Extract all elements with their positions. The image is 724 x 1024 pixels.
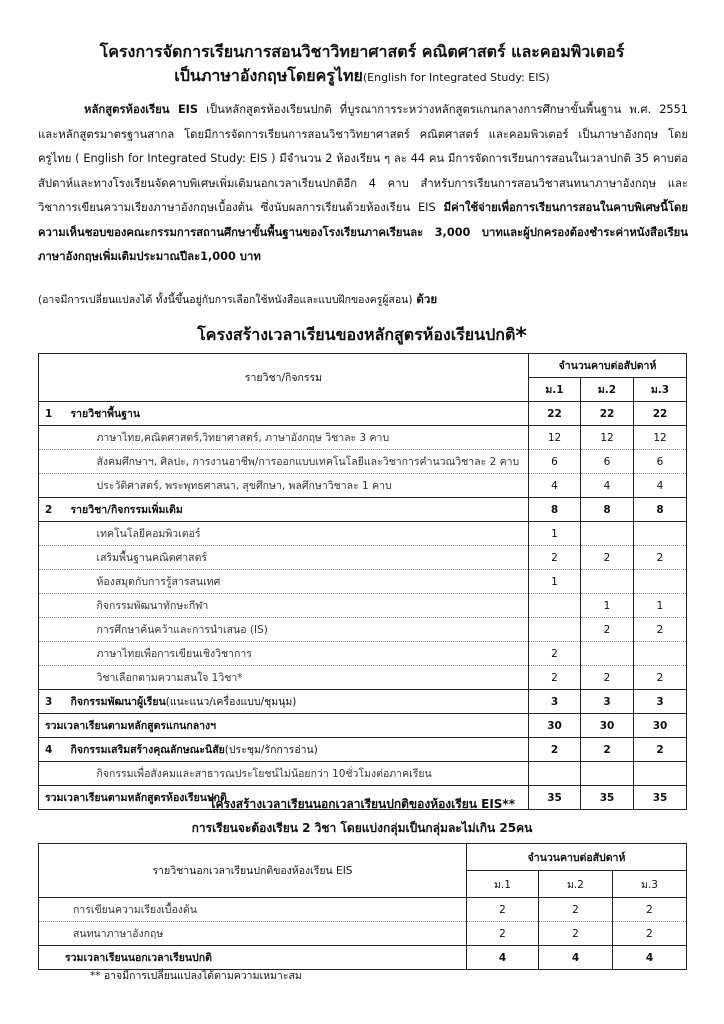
period-cell: 2 (539, 922, 613, 946)
table-row (39, 666, 687, 690)
document-title-line1: โครงการจัดการเรียนการสอนวิชาวิทยาศาสตร์ คณิตศาสตร์ และคอมพิวเตอร์ (99, 42, 625, 61)
row-label (65, 570, 529, 594)
row-label-text: รวมเวลาเรียนตามหลักสูตรห้องเรียนปกติ (45, 792, 227, 804)
row-label-text: กิจกรรมพัฒนาผู้เรียน (70, 696, 166, 708)
table-row (39, 594, 687, 618)
row-index (39, 474, 65, 498)
table1-title (0, 322, 724, 350)
row-index (39, 594, 65, 618)
row-index (39, 546, 65, 570)
period-cell: 2 (529, 546, 581, 570)
row-label-text: รวมเวลาเรียนตามหลักสูตรแกนกลางฯ (45, 720, 217, 732)
period-cell: 35 (634, 786, 687, 810)
period-cell: 3 (634, 690, 687, 714)
period-cell: 2 (634, 738, 687, 762)
period-cell: 6 (634, 450, 687, 474)
period-cell: 8 (529, 498, 581, 522)
intro-paragraph (38, 98, 688, 270)
table-row (39, 450, 687, 474)
table-row (39, 402, 687, 426)
row-label-text: สังคมศึกษาฯ, ศิลปะ, การงานอาชีพ/การออกแบบเทคโนโลยีและวิชาการคำนวณวิชาละ 2 คาบ (96, 456, 520, 468)
row-index (39, 618, 65, 642)
period-cell: 4 (467, 946, 539, 970)
row-label: สนทนาภาษาอังกฤษ (39, 922, 467, 946)
regular-curriculum-table (38, 353, 687, 810)
table2-title: โครงสร้างเวลาเรียนนอกเวลาเรียนปกติของห้องเรียน EIS** (209, 797, 515, 811)
period-cell: 1 (529, 570, 581, 594)
period-cell: 2 (581, 666, 634, 690)
row-label-text: รายวิชาพื้นฐาน (70, 408, 141, 420)
row-index (39, 450, 65, 474)
period-cell: 30 (581, 714, 634, 738)
row-label (65, 762, 529, 786)
table1-grade-header: ม.3 (634, 378, 687, 402)
row-label-note: (แนะแนว/เครื่องแบบ/ชุมนุม) (165, 696, 297, 708)
period-cell: 2 (634, 618, 687, 642)
row-label (65, 426, 529, 450)
row-label-text: กิจกรรมเพื่อสังคมและสาธารณประโยชน์ไม่น้อยกว่า 10ชั่วโมงต่อภาคเรียน (96, 768, 432, 780)
period-cell: 1 (581, 594, 634, 618)
period-cell: 1 (529, 522, 581, 546)
table-row (39, 642, 687, 666)
period-cell: 2 (529, 642, 581, 666)
period-cell: 35 (581, 786, 634, 810)
intro-note-text: (อาจมีการเปลี่ยนแปลงได้ ทั้งนี้ขึ้นอยู่กับการเลือกใช้หนังสือและแบบฝึกของครูผู้สอน) (38, 294, 413, 306)
row-label (65, 738, 529, 762)
row-index (39, 426, 65, 450)
intro-lead: หลักสูตรห้องเรียน EIS (84, 103, 199, 116)
period-cell: 12 (581, 426, 634, 450)
period-cell (581, 522, 634, 546)
period-cell: 2 (613, 922, 687, 946)
period-cell: 2 (529, 666, 581, 690)
period-cell: 8 (581, 498, 634, 522)
document-title-line2 (0, 64, 724, 90)
row-label-text: ภาษาไทย,คณิตศาสตร์,วิทยาศาสตร์, ภาษาอังกฤษ วิชาละ 3 คาบ (96, 432, 390, 444)
period-cell: 1 (634, 594, 687, 618)
row-label (65, 546, 529, 570)
row-label-text: ห้องสมุดกับการรู้สารสนเทศ (96, 576, 221, 588)
row-index: 4 (39, 738, 65, 762)
title-line2-sub: (English for Integrated Study: EIS) (362, 71, 550, 84)
row-label-text: เสริมพื้นฐานคณิตศาสตร์ (96, 552, 208, 564)
row-label (65, 642, 529, 666)
table-row (39, 474, 687, 498)
table-row (39, 618, 687, 642)
table2-grade-header: ม.1 (467, 871, 539, 898)
table2-subtitle: การเรียนจะต้องเรียน 2 วิชา โดยแบ่งกลุ่มเป็นกลุ่มละไม่เกิน 25คน (191, 821, 533, 835)
extra-curriculum-table (38, 843, 687, 970)
row-label (65, 450, 529, 474)
title-line2-main: เป็นภาษาอังกฤษโดยครูไทย (174, 66, 363, 85)
period-cell: 2 (529, 738, 581, 762)
period-cell: 4 (581, 474, 634, 498)
row-index: 1 (39, 402, 65, 426)
table1-subject-header: รายวิชา/กิจกรรม (39, 354, 529, 402)
row-label (65, 498, 529, 522)
row-label-text: กิจกรรมพัฒนาทักษะกีฬา (96, 600, 209, 612)
table-row (39, 498, 687, 522)
intro-note-bold: ด้วย (412, 292, 438, 306)
period-cell (529, 762, 581, 786)
row-label-text: รายวิชา/กิจกรรมเพิ่มเติม (70, 504, 183, 516)
period-cell: 30 (634, 714, 687, 738)
period-cell: 2 (634, 666, 687, 690)
table-row (39, 922, 687, 946)
period-cell (634, 762, 687, 786)
table1-periods-header: จำนวนคาบต่อสัปดาห์ (529, 354, 687, 378)
period-cell: 22 (529, 402, 581, 426)
table2-periods-header: จำนวนคาบต่อสัปดาห์ (467, 844, 687, 871)
period-cell: 4 (539, 946, 613, 970)
period-cell: 22 (634, 402, 687, 426)
table-row (39, 714, 687, 738)
period-cell (529, 594, 581, 618)
row-index (39, 762, 65, 786)
table-row (39, 738, 687, 762)
table1-title-text: โครงสร้างเวลาเรียนของหลักสูตรห้องเรียนปกติ (197, 325, 516, 344)
table1-title-mark: * (515, 324, 527, 349)
table-row (39, 426, 687, 450)
row-index: 3 (39, 690, 65, 714)
table-row (39, 898, 687, 922)
period-cell (634, 642, 687, 666)
row-label (65, 594, 529, 618)
table2-grade-header: ม.3 (613, 871, 687, 898)
row-index (39, 642, 65, 666)
row-label (65, 666, 529, 690)
period-cell (581, 642, 634, 666)
table1-grade-header: ม.1 (529, 378, 581, 402)
row-label-text: ภาษาไทยเพื่อการเขียนเชิงวิชาการ (96, 648, 252, 660)
period-cell: 4 (634, 474, 687, 498)
row-label-note: (ประชุม/รักการอ่าน) (224, 744, 318, 756)
table1-grade-header: ม.2 (581, 378, 634, 402)
period-cell: 12 (634, 426, 687, 450)
row-index (39, 666, 65, 690)
period-cell: 2 (581, 546, 634, 570)
period-cell: 22 (581, 402, 634, 426)
period-cell (634, 522, 687, 546)
row-label-text: วิชาเลือกตามความสนใจ 1วิชา* (96, 672, 243, 684)
intro-note (38, 290, 437, 309)
period-cell: 2 (467, 898, 539, 922)
period-cell (634, 570, 687, 594)
period-cell (581, 762, 634, 786)
row-index (39, 570, 65, 594)
row-label (39, 714, 529, 738)
table-row (39, 946, 687, 970)
table-row (39, 570, 687, 594)
period-cell: 3 (529, 690, 581, 714)
row-label (65, 474, 529, 498)
row-label (65, 618, 529, 642)
table2-grade-header: ม.2 (539, 871, 613, 898)
table-row (39, 762, 687, 786)
period-cell: 4 (613, 946, 687, 970)
period-cell: 8 (634, 498, 687, 522)
period-cell: 35 (529, 786, 581, 810)
period-cell: 2 (467, 922, 539, 946)
table-row (39, 522, 687, 546)
row-index: 2 (39, 498, 65, 522)
period-cell (581, 570, 634, 594)
period-cell: 6 (529, 450, 581, 474)
row-label: รวมเวลาเรียนนอกเวลาเรียนปกติ (39, 946, 467, 970)
period-cell: 2 (581, 618, 634, 642)
period-cell: 6 (581, 450, 634, 474)
row-label (65, 522, 529, 546)
period-cell: 2 (613, 898, 687, 922)
footnote: ** อาจมีการเปลี่ยนแปลงได้ตามความเหมาะสม (90, 970, 302, 982)
period-cell: 12 (529, 426, 581, 450)
row-label-text: ประวัติศาสตร์, พระพุทธศาสนา, สุขศึกษา, พลศึกษาวิชาละ 1 คาบ (96, 480, 392, 492)
period-cell: 3 (581, 690, 634, 714)
row-label: การเขียนความเรียงเบื้องต้น (39, 898, 467, 922)
intro-text: เป็นหลักสูตรห้องเรียนปกติ ที่บูรณาการระหว่างหลักสูตรแกนกลางการศึกษาขั้นพื้นฐาน พ.ศ. 2551 และหลักสูตรมาตรฐานสากล โดยมีการจัดการเรียนการสอนวิชาวิทยาศาสตร์ คณิตศาสตร์ และคอมพิวเตอร์ เป็นภาษาอังกฤษ โดยครูไทย ( English for Integrated Study: EIS ) มีจำนวน 2 ห้องเรียน ๆ ละ 44 คน มีการจัดการเรียนการสอนในเวลาปกติ 35 คาบต่อสัปดาห์และทางโรงเรียนจัดคาบพิเศษเพิ่มเติมนอกเวลาเรียนปกติอีก 4 คาบ สำหรับการเรียนการสอนวิชาสนทนาภาษาอังกฤษ และวิชาการเขียนความเรียงภาษาอังกฤษเบื้องต้น ซึ่งนับผลการเรียนด้วยห้องเรียน EIS (38, 103, 688, 214)
period-cell: 4 (529, 474, 581, 498)
table-row (39, 546, 687, 570)
row-index (39, 522, 65, 546)
row-label-text: การศึกษาค้นคว้าและการนำเสนอ (IS) (96, 624, 268, 636)
row-label (65, 690, 529, 714)
table2-subject-header: รายวิชานอกเวลาเรียนปกติของห้องเรียน EIS (39, 844, 467, 898)
period-cell (529, 618, 581, 642)
period-cell: 2 (539, 898, 613, 922)
period-cell: 2 (634, 546, 687, 570)
table-row (39, 690, 687, 714)
period-cell: 2 (581, 738, 634, 762)
period-cell: 30 (529, 714, 581, 738)
intro-fee-text: มีค่าใช้จ่ายเพื่อการเรียนการสอนในคาบพิเศษนี้โดยความเห็นชอบของคณะกรรมการสถานศึกษาขั้นพื้นฐานของโรงเรียนภาคเรียนละ 3,000 บาทและผู้ปกครองต้องชำระค่าหนังสือเรียนภาษาอังกฤษเพิ่มเติมประมาณปีละ1,000 บาท (38, 201, 688, 263)
row-label (65, 402, 529, 426)
row-label-text: เทคโนโลยีคอมพิวเตอร์ (96, 528, 201, 540)
row-label-text: กิจกรรมเสริมสร้างคุณลักษณะนิสัย (70, 744, 225, 756)
